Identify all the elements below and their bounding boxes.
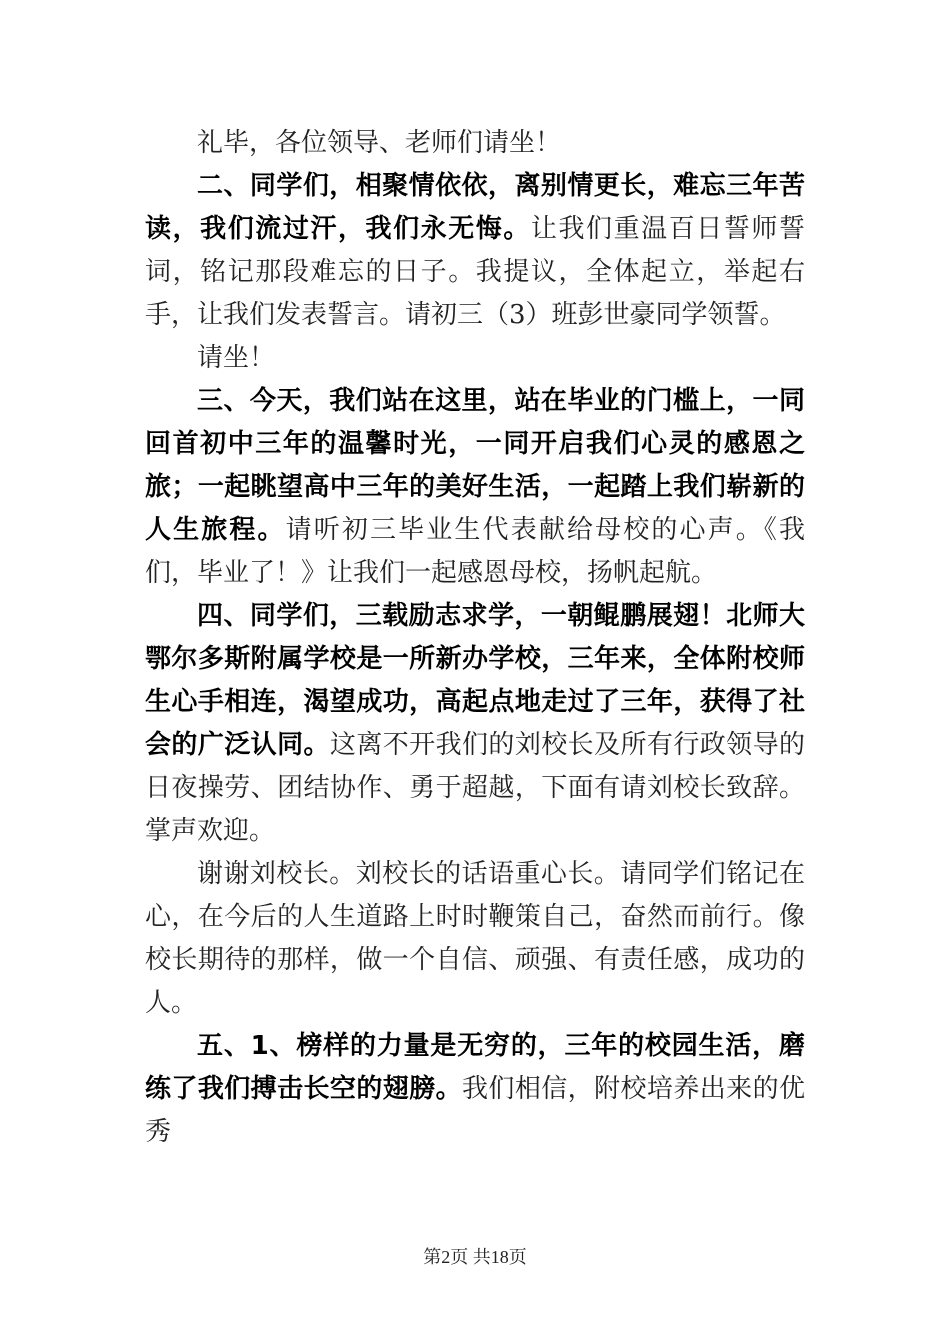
- paragraph-4-bold: 三、今天，我们站在这里，站在毕业的门槛上，一同回首初中三年的温馨时光，一同开启我们心灵的感恩之旅；一起眺望高中三年的美好生活，一起踏上我们崭新的人生旅程。: [145, 386, 805, 545]
- paragraph-6-text: 谢谢刘校长。刘校长的话语重心长。请同学们铭记在心，在今后的人生道路上时时鞭策自己，奋然而前行。像校长期待的那样，做一个自信、顽强、有责任感，成功的人。: [145, 859, 805, 1018]
- paragraph-4: [145, 380, 805, 595]
- paragraph-2-bold: 二、同学们，相聚情依依，离别情更长，难忘三年苦读，我们流过汗，我们永无悔。: [145, 171, 805, 244]
- paragraph-7-text: 我们相信，附校培养出来的优秀: [145, 1074, 805, 1147]
- paragraph-3: [145, 337, 805, 380]
- page-footer: 第2页 共18页: [423, 1247, 527, 1267]
- paragraph-4-text: 请听初三毕业生代表献给母校的心声。《我们，毕业了！》让我们一起感恩母校，扬帆起航。: [145, 515, 805, 588]
- paragraph-3-text: 请坐！: [197, 343, 276, 373]
- paragraph-5-text: 这离不开我们的刘校长及所有行政领导的日夜操劳、团结协作、勇于超越，下面有请刘校长致辞。掌声欢迎。: [145, 730, 805, 846]
- paragraph-5: [145, 595, 805, 853]
- paragraph-5-bold: 四、同学们，三载励志求学，一朝鲲鹏展翅！北师大鄂尔多斯附属学校是一所新办学校，三年来，全体附校师生心手相连，渴望成功，高起点地走过了三年，获得了社会的广泛认同。: [145, 601, 805, 760]
- paragraph-1-text: 礼毕，各位领导、老师们请坐！: [197, 128, 562, 158]
- document-body: [145, 122, 805, 1154]
- paragraph-6: [145, 853, 805, 1025]
- paragraph-7-bold: 五、1、榜样的力量是无穷的，三年的校园生活，磨练了我们搏击长空的翅膀。: [145, 1031, 805, 1104]
- paragraph-1: [145, 122, 805, 165]
- paragraph-2: [145, 165, 805, 337]
- paragraph-7: [145, 1025, 805, 1154]
- paragraph-2-text: 让我们重温百日誓师誓词，铭记那段难忘的日子。我提议，全体起立，举起右手，让我们发表誓言。请初三（3）班彭世豪同学领誓。: [145, 214, 805, 330]
